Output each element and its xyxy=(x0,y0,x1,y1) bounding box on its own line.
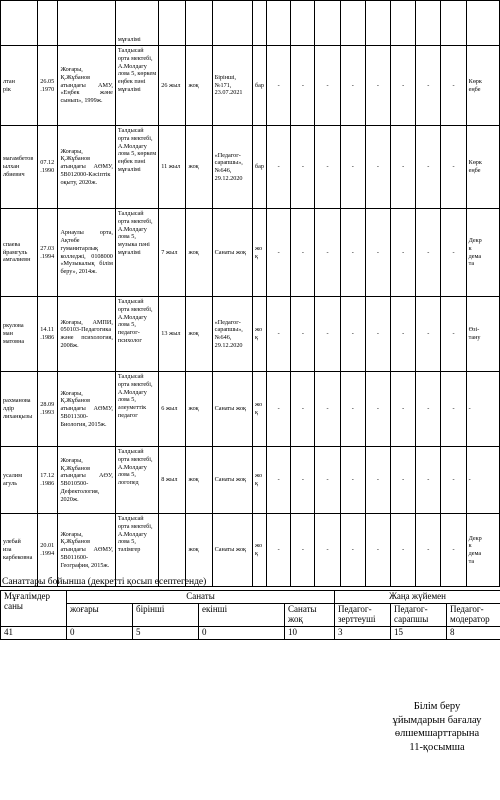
empty-cell: - xyxy=(291,297,315,372)
empty-cell: - xyxy=(340,514,365,587)
empty-cell: - xyxy=(441,46,466,126)
award-cell: жоқ xyxy=(186,209,212,297)
birth-date-cell: 28.09 .1993 xyxy=(38,372,58,447)
category-cell: Санаты жоқ xyxy=(212,372,252,447)
award-cell: жоқ xyxy=(186,297,212,372)
empty-cell: - xyxy=(340,46,365,126)
experience-cell: 26 жыл xyxy=(159,46,186,126)
award-cell: жоқ xyxy=(186,514,212,587)
award-cell: жоқ xyxy=(186,372,212,447)
course-cell: жоқ xyxy=(252,209,266,297)
subject-cell: Декр к дема та xyxy=(466,514,499,587)
subheader-cell: екінші xyxy=(199,603,285,626)
new-system-header: Жаңа жүйемен xyxy=(335,591,500,604)
subheader-cell: Педагог-зерттеуші xyxy=(335,603,391,626)
subject-cell: Өзі- тану xyxy=(466,297,499,372)
subheader-cell: Педагог-сарапшы xyxy=(391,603,447,626)
empty-cell: - xyxy=(315,514,340,587)
education-cell: Жоғары, Қ.Жұбанов атындағы АМУ, «Еңбек және сынып», 1999ж. xyxy=(58,46,115,126)
empty-cell: - xyxy=(291,126,315,209)
workplace-cell: Талдысай орта мектебі, А.Молдагу лова 5, көркем еңбек пәні мұғалімі xyxy=(115,46,158,126)
experience-cell xyxy=(159,514,186,587)
empty-cell: - xyxy=(391,514,416,587)
empty-cell: - xyxy=(441,447,466,514)
empty-cell: - xyxy=(441,514,466,587)
education-cell: Жоғары, АМПИ, 050103-Педагогика және психология, 2008ж. xyxy=(58,297,115,372)
education-cell: Арнаулы орта, Ақтөбе гуманитарлық колледжі, 0108000 «Музыкалық білім беру», 2014ж. xyxy=(58,209,115,297)
teacher-name-cell: магамбетов ылхан лбиевич xyxy=(1,126,38,209)
workplace-cell: Талдысай орта мектебі, А.Молдагу лова 5, тәлімгер xyxy=(115,514,158,587)
empty-cell: - xyxy=(340,372,365,447)
workplace-cell: Талдысай орта мектебі, А.Молдагу лова 5, әлеуметтік педагог xyxy=(115,372,158,447)
course-cell: жоқ xyxy=(252,514,266,587)
subject-cell: Көрк еңбе xyxy=(466,46,499,126)
summary-values-row xyxy=(1,626,500,639)
subject-cell: Декр к дема та xyxy=(466,209,499,297)
birth-date-cell: 14.11 .1986 xyxy=(38,297,58,372)
summary-header-row xyxy=(1,591,500,604)
empty-cell: - xyxy=(416,126,441,209)
empty-cell: - xyxy=(315,46,340,126)
teacher-name-cell: ркулова ман матовна xyxy=(1,297,38,372)
subject-cell: - xyxy=(466,372,499,447)
table-row xyxy=(1,209,500,297)
appendix-line: ұйымдарын бағалау xyxy=(392,714,482,726)
empty-cell: - xyxy=(340,209,365,297)
teacher-name-cell: рахманова лдір лиханқызы xyxy=(1,372,38,447)
empty-cell: - xyxy=(267,209,291,297)
empty-cell: - xyxy=(365,126,390,209)
education-cell: Жоғары, Қ.Жұбанов атындағы АӨУ, 5В010500-Дефектология, 2020ж. xyxy=(58,447,115,514)
teacher-name-cell: спаева йрамгуль амгалиевн xyxy=(1,209,38,297)
summary-table xyxy=(0,590,500,640)
experience-cell: 11 жыл xyxy=(159,126,186,209)
empty-cell: - xyxy=(365,46,390,126)
empty-cell: - xyxy=(416,447,441,514)
appendix-line: өлшемшарттарына xyxy=(394,728,480,740)
value-cell: 5 xyxy=(133,626,199,639)
category-cell: «Педагог-сарапшы», №646, 29.12.2020 xyxy=(212,297,252,372)
birth-date-cell: 26.05 .1970 xyxy=(38,46,58,126)
category-cell: Бірінші, №171, 23.07.2021 xyxy=(212,46,252,126)
birth-date-cell: 27.03 .1994 xyxy=(38,209,58,297)
teacher-name-cell: усалим агуль xyxy=(1,447,38,514)
empty-cell: - xyxy=(416,297,441,372)
table-row xyxy=(1,447,500,514)
appendix-note xyxy=(382,700,492,755)
value-cell: 41 xyxy=(1,626,67,639)
appendix-line: 11-қосымша xyxy=(409,741,465,753)
course-cell: жоқ xyxy=(252,372,266,447)
empty-cell: - xyxy=(315,447,340,514)
value-cell: 8 xyxy=(447,626,500,639)
value-cell: 10 xyxy=(285,626,335,639)
work-cell: мұғалімі xyxy=(115,1,158,46)
empty-cell: - xyxy=(391,46,416,126)
teachers-count-header: Мұғалімдер саны xyxy=(1,591,67,627)
subject-cell: Көрк еңбе xyxy=(466,126,499,209)
workplace-cell: Талдысай орта мектебі, А.Молдагу лова 5, көркем еңбек пәні мұғалімі xyxy=(115,126,158,209)
experience-cell: 13 жыл xyxy=(159,297,186,372)
birth-date-cell: 07.12 .1990 xyxy=(38,126,58,209)
education-cell: Жоғары, Қ.Жұбанов атындағы АӨМУ, 5В011600-География, 2015ж. xyxy=(58,514,115,587)
course-cell: бар xyxy=(252,46,266,126)
empty-cell: - xyxy=(365,514,390,587)
table-row xyxy=(1,297,500,372)
empty-cell: - xyxy=(365,372,390,447)
award-cell: жоқ xyxy=(186,46,212,126)
empty-cell: - xyxy=(291,514,315,587)
course-cell: бар xyxy=(252,126,266,209)
empty-cell: - xyxy=(416,46,441,126)
empty-cell: - xyxy=(365,209,390,297)
empty-cell: - xyxy=(365,297,390,372)
subheader-cell: Педагог-модератор xyxy=(447,603,500,626)
experience-cell: 7 жыл xyxy=(159,209,186,297)
category-cell: Санаты жоқ xyxy=(212,514,252,587)
empty-cell: - xyxy=(416,209,441,297)
table-row-continued xyxy=(1,1,500,46)
experience-cell: 8 жыл xyxy=(159,447,186,514)
teacher-name-cell: улебай иза карбековна xyxy=(1,514,38,587)
subheader-cell: бірінші xyxy=(133,603,199,626)
empty-cell: - xyxy=(267,514,291,587)
birth-date-cell: 17.12 .1986 xyxy=(38,447,58,514)
table-row xyxy=(1,126,500,209)
empty-cell: - xyxy=(441,372,466,447)
empty-cell: - xyxy=(267,447,291,514)
table-row xyxy=(1,46,500,126)
empty-cell: - xyxy=(291,46,315,126)
value-cell: 3 xyxy=(335,626,391,639)
empty-cell: - xyxy=(416,372,441,447)
empty-cell: - xyxy=(340,126,365,209)
empty-cell: - xyxy=(391,297,416,372)
workplace-cell: Талдысай орта мектебі, А.Молдагу лова 5, логопед xyxy=(115,447,158,514)
empty-cell: - xyxy=(441,209,466,297)
empty-cell: - xyxy=(267,126,291,209)
category-cell: Санаты жоқ xyxy=(212,447,252,514)
education-cell: Жоғары, Қ.Жұбанов атындағы АӨМУ, 5В011300-Биология, 2015ж. xyxy=(58,372,115,447)
empty-cell: - xyxy=(291,447,315,514)
course-cell: жоқ xyxy=(252,297,266,372)
experience-cell: 6 жыл xyxy=(159,372,186,447)
value-cell: 0 xyxy=(67,626,133,639)
subject-cell: - xyxy=(466,447,499,514)
table-row xyxy=(1,372,500,447)
empty-cell: - xyxy=(315,209,340,297)
value-cell: 0 xyxy=(199,626,285,639)
categories-header: Санаты xyxy=(67,591,335,604)
empty-cell: - xyxy=(291,372,315,447)
empty-cell: - xyxy=(315,372,340,447)
category-cell: «Педагог-сарапшы», №646, 29.12.2020 xyxy=(212,126,252,209)
teacher-name-cell: лтан рік xyxy=(1,46,38,126)
education-cell: Жоғары, Қ.Жұбанов атындағы АӨМУ, 5В012000-Кәсіптік оқыту, 2020ж. xyxy=(58,126,115,209)
empty-cell: - xyxy=(267,372,291,447)
subheader-cell: Санаты жоқ xyxy=(285,603,335,626)
empty-cell: - xyxy=(441,126,466,209)
empty-cell: - xyxy=(391,372,416,447)
empty-cell: - xyxy=(340,297,365,372)
empty-cell: - xyxy=(441,297,466,372)
empty-cell: - xyxy=(391,447,416,514)
award-cell: жоқ xyxy=(186,126,212,209)
table-row xyxy=(1,514,500,587)
empty-cell: - xyxy=(416,514,441,587)
empty-cell: - xyxy=(291,209,315,297)
workplace-cell: Талдысай орта мектебі, А.Молдагу лова 5, педагог-психолог xyxy=(115,297,158,372)
empty-cell: - xyxy=(365,447,390,514)
empty-cell: - xyxy=(267,297,291,372)
empty-cell: - xyxy=(267,46,291,126)
appendix-line: Білім беру xyxy=(413,701,461,712)
value-cell: 15 xyxy=(391,626,447,639)
course-cell: жоқ xyxy=(252,447,266,514)
subheader-cell: жоғары xyxy=(67,603,133,626)
category-cell: Санаты жоқ xyxy=(212,209,252,297)
birth-date-cell: 20.01 .1994 xyxy=(38,514,58,587)
empty-cell: - xyxy=(315,297,340,372)
empty-cell: - xyxy=(315,126,340,209)
summary-subheader-row xyxy=(1,603,500,626)
empty-cell: - xyxy=(391,209,416,297)
summary-title: Санаттары бойынша (декретті қосып есептегенде) xyxy=(2,577,207,587)
empty-cell: - xyxy=(340,447,365,514)
award-cell: жоқ xyxy=(186,447,212,514)
workplace-cell: Талдысай орта мектебі, А.Молдагу лова 5, музыка пәні мұғалімі xyxy=(115,209,158,297)
empty-cell: - xyxy=(391,126,416,209)
